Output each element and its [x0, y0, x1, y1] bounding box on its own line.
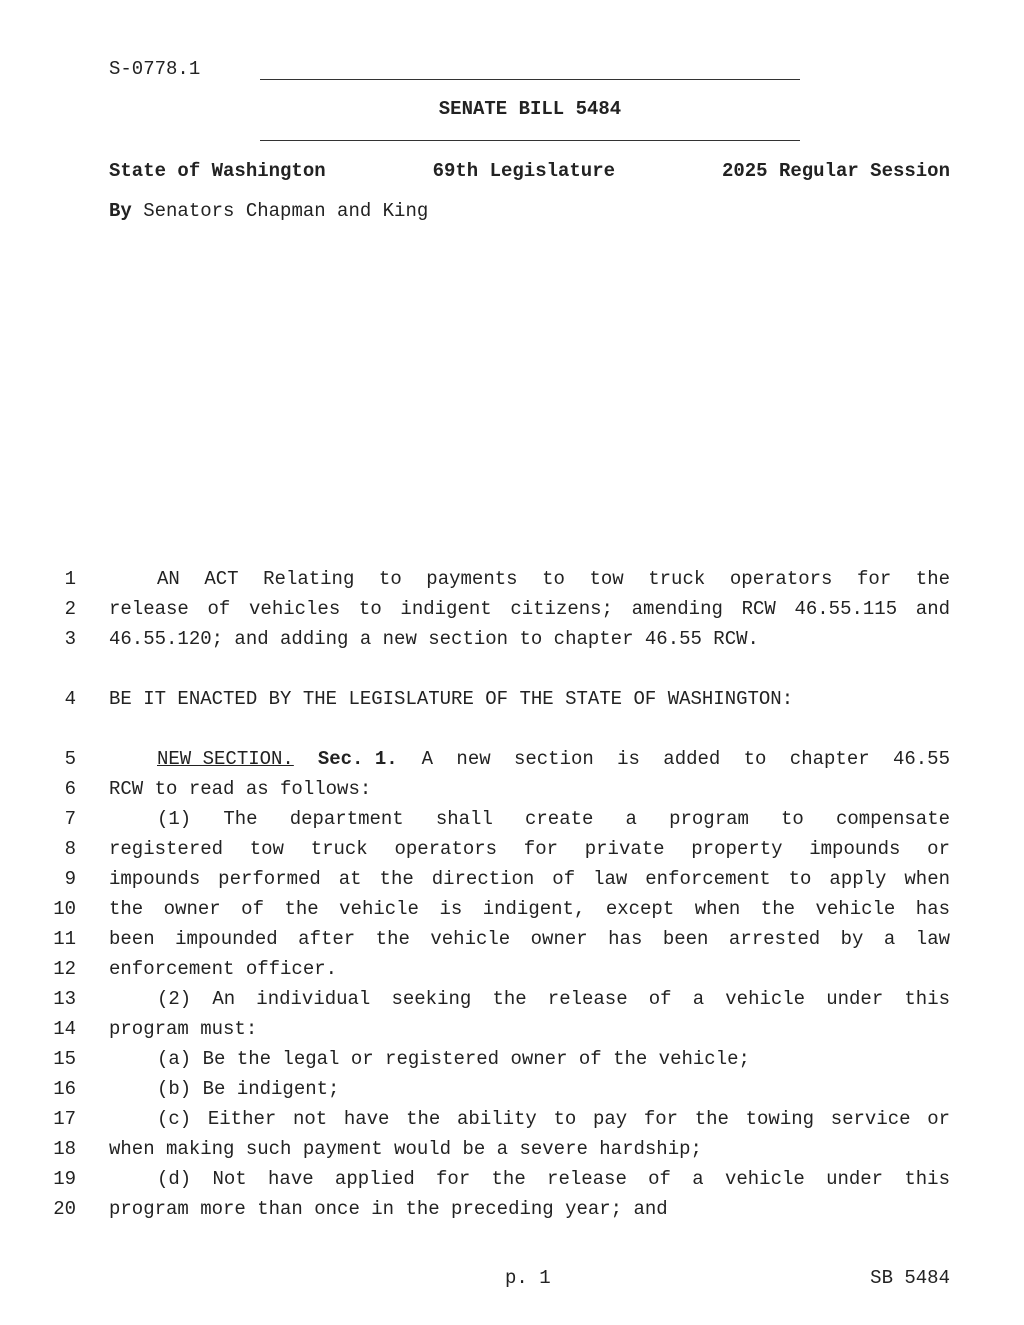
session-header: [109, 160, 950, 182]
bill-line: [0, 568, 1024, 598]
line-number: 10: [53, 898, 76, 920]
section-heading-line: [109, 748, 950, 770]
sponsor-names: Senators Chapman and King: [131, 200, 429, 222]
line-number: 18: [53, 1138, 76, 1160]
line-number: 4: [64, 688, 76, 710]
title-rule-bottom: [260, 140, 800, 141]
bill-line: [0, 1198, 1024, 1228]
sponsor-prefix: By: [109, 200, 132, 222]
bill-line: [0, 808, 1024, 838]
line-number: 14: [53, 1018, 76, 1040]
line-number: 12: [53, 958, 76, 980]
bill-line: [0, 1018, 1024, 1048]
legislature-label: 69th Legislature: [432, 160, 616, 182]
bill-line: [0, 1138, 1024, 1168]
line-number: 3: [64, 628, 76, 650]
line-number: 1: [64, 568, 76, 590]
bill-line: [0, 778, 1024, 808]
bill-line: [0, 838, 1024, 868]
bill-line: [0, 1168, 1024, 1198]
session-label: 2025 Regular Session: [721, 160, 950, 182]
bill-line: [0, 748, 1024, 778]
bill-line: [0, 1108, 1024, 1138]
line-text: registered tow truck operators for private property impounds or: [109, 838, 950, 860]
line-text: RCW to read as follows:: [109, 778, 372, 800]
new-section-label: NEW SECTION.: [157, 748, 294, 770]
line-text: release of vehicles to indigent citizens; amending RCW 46.55.115 and: [109, 598, 950, 620]
line-text: when making such payment would be a severe hardship;: [109, 1138, 702, 1160]
line-text: program more than once in the preceding year; and: [109, 1198, 668, 1220]
line-number: 13: [53, 988, 76, 1010]
line-text: (b) Be indigent;: [157, 1078, 340, 1100]
line-text: (c) Either not have the ability to pay for the towing service or: [157, 1108, 950, 1130]
bill-line: [0, 1078, 1024, 1108]
title-rule-top: [260, 79, 800, 80]
line-number: 5: [64, 748, 76, 770]
line-number: 19: [53, 1168, 76, 1190]
line-number: 7: [64, 808, 76, 830]
bill-line: [0, 688, 1024, 718]
line-text: (1) The department shall create a program to compensate: [157, 808, 950, 830]
sponsors-line: [109, 200, 428, 222]
bill-line: [0, 988, 1024, 1018]
line-text: A new section is added to chapter 46.55: [421, 748, 950, 770]
line-number: 17: [53, 1108, 76, 1130]
line-number: 20: [53, 1198, 76, 1220]
line-number: 15: [53, 1048, 76, 1070]
bill-line: [0, 628, 1024, 658]
bill-line: [0, 598, 1024, 628]
line-text: been impounded after the vehicle owner has been arrested by a law: [109, 928, 950, 950]
line-text: (a) Be the legal or registered owner of the vehicle;: [157, 1048, 750, 1070]
bill-line: [0, 868, 1024, 898]
line-text: AN ACT Relating to payments to tow truck operators for the: [157, 568, 950, 590]
bill-line: [0, 898, 1024, 928]
line-number: 2: [64, 598, 76, 620]
bill-line: [0, 928, 1024, 958]
line-text: (2) An individual seeking the release of a vehicle under this: [157, 988, 950, 1010]
line-number: 6: [64, 778, 76, 800]
line-text: program must:: [109, 1018, 258, 1040]
bill-line: [0, 1048, 1024, 1078]
footer-bill-id: SB 5484: [870, 1267, 950, 1289]
line-number: 11: [53, 928, 76, 950]
line-number: 9: [64, 868, 76, 890]
line-number: 8: [64, 838, 76, 860]
document-code: S-0778.1: [109, 58, 201, 80]
line-text: (d) Not have applied for the release of a vehicle under this: [157, 1168, 950, 1190]
state-label: State of Washington: [109, 160, 326, 182]
page-number: p. 1: [505, 1267, 551, 1289]
line-text: enforcement officer.: [109, 958, 338, 980]
line-text: impounds performed at the direction of law enforcement to apply when: [109, 868, 950, 890]
line-text: 46.55.120; and adding a new section to chapter 46.55 RCW.: [109, 628, 759, 650]
bill-line: [0, 958, 1024, 988]
section-number: Sec. 1.: [317, 748, 398, 770]
bill-title: SENATE BILL 5484: [438, 98, 622, 120]
line-text: the owner of the vehicle is indigent, except when the vehicle has: [109, 898, 950, 920]
enacting-clause: BE IT ENACTED BY THE LEGISLATURE OF THE STATE OF WASHINGTON:: [109, 688, 794, 710]
line-number: 16: [53, 1078, 76, 1100]
